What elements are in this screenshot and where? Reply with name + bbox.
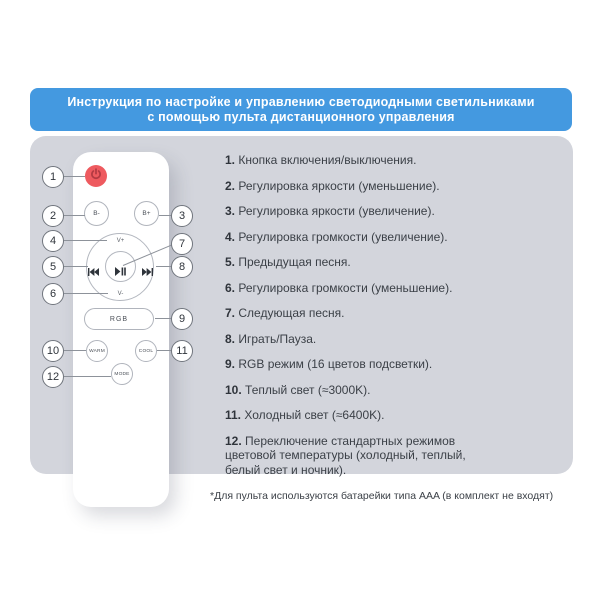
callout-3 (171, 205, 193, 227)
brightness-down-label: B- (93, 210, 100, 217)
list-item (225, 179, 495, 194)
remote-control (73, 152, 169, 507)
callout-line-10 (64, 350, 86, 351)
item-text: Регулировка яркости (уменьшение). (238, 178, 440, 193)
callout-line-8 (156, 266, 171, 267)
power-icon (90, 167, 102, 185)
list-item (225, 408, 495, 423)
callout-1 (42, 166, 64, 188)
callout-line-2 (64, 215, 85, 216)
item-number: 6. (225, 280, 236, 295)
rgb-label: RGB (109, 315, 129, 323)
item-text: RGB режим (16 цветов подсветки). (238, 357, 433, 371)
callout-2-number: 2 (49, 210, 57, 222)
header-banner (30, 88, 572, 131)
volume-up-label: V+ (116, 238, 125, 244)
callout-8-number: 8 (178, 261, 186, 273)
item-text: Теплый свет (≈3000K). (245, 382, 371, 397)
list-item (225, 204, 495, 219)
brightness-up-button (134, 201, 159, 226)
item-text: Переключение стандартных режимов цветовой температуры (холодный, теплый, белый свет и ночник). (225, 433, 466, 477)
callout-7-number: 7 (178, 238, 186, 250)
list-item (225, 153, 495, 168)
item-text: Играть/Пауза. (238, 331, 317, 346)
callout-line-9 (155, 318, 171, 319)
cool-button (135, 340, 157, 362)
header-line-1: Инструкция по настройке и управлению светодиодными светильниками (67, 94, 535, 109)
list-item (225, 332, 495, 347)
brightness-up-label: B+ (142, 210, 151, 217)
list-item (225, 230, 495, 245)
instruction-list (225, 153, 495, 488)
callout-11-number: 11 (176, 345, 188, 357)
callout-6-number: 6 (49, 288, 57, 300)
brightness-down-button (84, 201, 109, 226)
item-text: Кнопка включения/выключения. (238, 153, 417, 167)
item-text: Регулировка яркости (увеличение). (238, 204, 435, 218)
callout-9-number: 9 (178, 313, 186, 325)
callout-line-6 (64, 293, 108, 294)
list-item (225, 434, 495, 478)
mode-button (111, 363, 133, 385)
list-item (225, 255, 495, 270)
item-number: 12. (225, 433, 242, 448)
callout-4 (42, 230, 64, 252)
mode-label: MODE (114, 371, 130, 377)
item-number: 7. (225, 306, 236, 320)
item-number: 8. (225, 331, 236, 346)
item-text: Холодный свет (≈6400K). (244, 408, 385, 422)
callout-4-number: 4 (49, 235, 57, 247)
callout-line-4 (64, 240, 107, 241)
list-item (225, 383, 495, 398)
item-number: 5. (225, 255, 236, 269)
callout-line-5 (64, 266, 88, 267)
battery-footnote: *Для пульта используются батарейки типа AAA (в комплект не входят) (210, 490, 554, 502)
volume-down-label: V- (117, 291, 124, 297)
item-number: 10. (225, 382, 242, 397)
list-item (225, 357, 495, 372)
item-number: 2. (225, 178, 236, 193)
item-text: Следующая песня. (238, 306, 345, 320)
callout-11 (171, 340, 193, 362)
rgb-button (84, 308, 154, 330)
list-item (225, 281, 495, 296)
callout-6 (42, 283, 64, 305)
item-number: 1. (225, 153, 236, 167)
power-button (85, 165, 107, 187)
item-number: 11. (225, 408, 242, 422)
item-text: Регулировка громкости (уменьшение). (238, 280, 453, 295)
callout-9 (171, 308, 193, 330)
callout-5 (42, 256, 64, 278)
item-text: Регулировка громкости (увеличение). (238, 229, 448, 244)
callout-10-number: 10 (46, 345, 60, 357)
callout-12-number: 12 (46, 371, 60, 383)
warm-label: WARM (89, 348, 105, 354)
list-item (225, 306, 495, 321)
callout-1-number: 1 (49, 171, 57, 183)
callout-10 (42, 340, 64, 362)
next-track-icon (142, 263, 153, 281)
callout-7 (171, 233, 193, 255)
previous-track-icon (88, 263, 99, 281)
warm-button (86, 340, 108, 362)
item-number: 4. (225, 229, 236, 244)
callout-8 (171, 256, 193, 278)
callout-2 (42, 205, 64, 227)
callout-line-3 (159, 215, 171, 216)
header-line-2: с помощью пульта дистанционного управления (147, 109, 455, 124)
item-number: 3. (225, 204, 236, 218)
item-text: Предыдущая песня. (238, 255, 351, 269)
callout-line-11 (157, 350, 171, 351)
callout-line-1 (64, 176, 85, 177)
callout-12 (42, 366, 64, 388)
callout-line-12 (64, 376, 111, 377)
cool-label: COOL (138, 348, 154, 354)
callout-3-number: 3 (178, 210, 186, 222)
item-number: 9. (225, 357, 236, 371)
callout-5-number: 5 (49, 261, 57, 273)
